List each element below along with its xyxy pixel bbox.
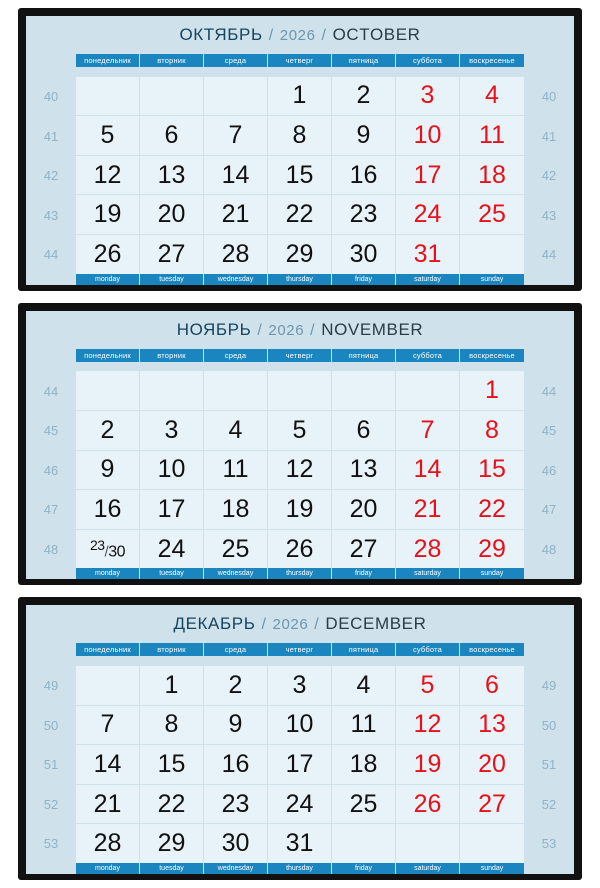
day-cell: 12 [396,706,460,746]
weekday-header-tuesday: вторник [140,643,204,656]
week-number-right: 47 [524,490,574,530]
weekday-footer-saturday: saturday [396,274,460,285]
week-number-right: 48 [524,530,574,569]
day-cell-empty [460,235,524,274]
weekday-footer-row [26,863,574,874]
day-cell: 11 [332,706,396,746]
weekday-header-sunday: воскресенье [460,643,524,656]
weekday-footer-friday: friday [332,274,396,285]
day-cell-empty [76,666,140,706]
weekday-footer-monday: monday [76,274,140,285]
day-cell: 2 [204,666,268,706]
week-number-right: 52 [524,785,574,825]
week-number-header-left [26,643,76,656]
month-name-ru: ОКТЯБРЬ [179,25,263,44]
day-cell: 17 [396,156,460,196]
month-year: 2026 [272,616,309,634]
day-cell: 6 [332,411,396,451]
weekday-header-sunday: воскресенье [460,54,524,67]
week-number-left: 42 [26,156,76,196]
day-cell: 29 [268,235,332,274]
day-cell: 5 [396,666,460,706]
day-cell-empty [140,77,204,117]
day-cell: 19 [76,195,140,235]
week-number-header-right [524,349,574,362]
weekday-header-sunday: воскресенье [460,349,524,362]
weekday-footer-pad-right [524,274,574,285]
day-cell: 9 [204,706,268,746]
day-cell: 16 [332,156,396,196]
week-number-right: 49 [524,666,574,706]
day-cell: 25 [332,785,396,825]
weekday-footer-wednesday: wednesday [204,568,268,579]
week-number-right: 43 [524,195,574,235]
month-panel [26,311,574,580]
day-cell: 1 [268,77,332,117]
day-cell: 29 [140,824,204,863]
day-cell: 24 [140,530,204,569]
week-number-right: 42 [524,156,574,196]
month-block [18,8,582,291]
weekday-header-friday: пятница [332,349,396,362]
weekday-footer-monday: monday [76,568,140,579]
month-panel [26,605,574,874]
week-number-left: 47 [26,490,76,530]
day-cell: 30 [204,824,268,863]
weekday-header-monday: понедельник [76,54,140,67]
week-number-left: 52 [26,785,76,825]
week-number-right: 40 [524,77,574,117]
weekday-footer-saturday: saturday [396,863,460,874]
day-cell: 13 [332,451,396,491]
day-cell: 25 [204,530,268,569]
weekday-footer-tuesday: tuesday [140,274,204,285]
day-cell: 21 [204,195,268,235]
title-separator: / [314,616,320,634]
weekday-footer-row [26,274,574,285]
day-cell: 26 [76,235,140,274]
day-cell: 2 [76,411,140,451]
day-cell-empty [140,371,204,411]
day-cell: 8 [460,411,524,451]
title-separator: / [310,321,316,339]
weekday-footer-friday: friday [332,568,396,579]
month-title [179,25,420,45]
day-cell-empty [204,77,268,117]
day-cell: 31 [268,824,332,863]
week-number-right: 45 [524,411,574,451]
day-cell: 14 [396,451,460,491]
day-cell: 22 [460,490,524,530]
day-cell: 17 [140,490,204,530]
day-cell: 27 [460,785,524,825]
weekday-footer-sunday: sunday [460,568,524,579]
week-number-left: 53 [26,824,76,863]
month-grid [26,349,574,569]
weekday-header-saturday: суббота [396,54,460,67]
week-number-right: 50 [524,706,574,746]
weekday-footer-sunday: sunday [460,863,524,874]
title-separator: / [268,27,274,44]
day-cell: 16 [76,490,140,530]
month-title-row [26,605,574,643]
day-cell: 29 [460,530,524,569]
day-cell: 9 [76,451,140,491]
day-cell: 18 [332,745,396,785]
week-number-left: 51 [26,745,76,785]
day-cell: 1 [140,666,204,706]
day-cell: 20 [140,195,204,235]
day-cell: 15 [460,451,524,491]
day-cell: 14 [204,156,268,196]
day-cell: 8 [268,116,332,156]
weekday-header-monday: понедельник [76,643,140,656]
week-number-left: 46 [26,451,76,491]
day-cell: 12 [268,451,332,491]
day-cell: 4 [460,77,524,117]
weekday-header-friday: пятница [332,643,396,656]
title-separator: / [261,616,267,634]
day-cell: 25 [460,195,524,235]
month-name-en: OCTOBER [332,25,421,44]
day-cell: 19 [396,745,460,785]
weekday-footer-wednesday: wednesday [204,274,268,285]
day-cell-empty [76,77,140,117]
month-grid [26,643,574,863]
week-number-header-left [26,349,76,362]
day-cell: 10 [396,116,460,156]
day-cell-empty [268,371,332,411]
day-cell: 7 [396,411,460,451]
day-cell: 3 [396,77,460,117]
day-cell: 27 [332,530,396,569]
weekday-footer-row [26,568,574,579]
weekday-header-tuesday: вторник [140,349,204,362]
day-cell-empty [204,371,268,411]
month-title [177,320,424,340]
day-cell: 28 [396,530,460,569]
weekday-header-thursday: четверг [268,349,332,362]
day-cell: 20 [332,490,396,530]
title-separator: / [321,27,327,44]
day-cell-empty [396,371,460,411]
day-cell: 18 [460,156,524,196]
week-number-right: 41 [524,116,574,156]
week-number-header-left [26,54,76,67]
week-number-left: 44 [26,235,76,274]
day-cell: 6 [460,666,524,706]
week-number-header-right [524,643,574,656]
weekday-footer-saturday: saturday [396,568,460,579]
weekday-header-monday: понедельник [76,349,140,362]
day-cell: 4 [204,411,268,451]
month-name-ru: НОЯБРЬ [176,319,252,339]
day-cell-empty [460,824,524,863]
month-panel [26,16,574,285]
weekday-footer-thursday: thursday [268,863,332,874]
month-grid [26,54,574,274]
day-cell: 4 [332,666,396,706]
weekday-footer-sunday: sunday [460,274,524,285]
day-cell: 13 [140,156,204,196]
day-cell-empty [332,371,396,411]
day-cell: 24 [396,195,460,235]
weekday-footer-pad-right [524,863,574,874]
weekday-header-thursday: четверг [268,54,332,67]
weekday-footer-monday: monday [76,863,140,874]
day-cell: 17 [268,745,332,785]
week-number-left: 43 [26,195,76,235]
day-cell: 21 [76,785,140,825]
day-cell: 7 [76,706,140,746]
week-number-left: 50 [26,706,76,746]
day-cell: 15 [140,745,204,785]
weekday-header-saturday: суббота [396,349,460,362]
day-cell: 24 [268,785,332,825]
month-name-en: DECEMBER [325,614,427,634]
month-name-en: NOVEMBER [321,319,424,339]
weekday-footer-pad-left [26,274,76,285]
day-cell: 15 [268,156,332,196]
week-number-left: 41 [26,116,76,156]
weekday-footer-wednesday: wednesday [204,863,268,874]
day-cell: 10 [140,451,204,491]
month-year: 2026 [268,321,305,339]
day-cell: 20 [460,745,524,785]
day-cell: 30 [332,235,396,274]
day-cell: 7 [204,116,268,156]
month-block [18,303,582,586]
day-cell: 16 [204,745,268,785]
weekday-footer-pad-right [524,568,574,579]
day-cell-empty [396,824,460,863]
day-cell-empty [332,824,396,863]
day-cell-empty [76,371,140,411]
day-cell: 3 [268,666,332,706]
weekday-header-saturday: суббота [396,643,460,656]
week-number-right: 44 [524,371,574,411]
day-cell: $^{23}$/30 [76,530,140,569]
day-cell: 5 [268,411,332,451]
day-cell: 26 [268,530,332,569]
week-number-right: 46 [524,451,574,491]
day-cell: 11 [460,116,524,156]
day-cell: 23 [332,195,396,235]
week-number-header-right [524,54,574,67]
title-separator: / [257,321,263,339]
week-number-left: 44 [26,371,76,411]
day-cell: 13 [460,706,524,746]
day-cell: 23 [204,785,268,825]
week-number-left: 49 [26,666,76,706]
day-cell: 28 [76,824,140,863]
weekday-header-friday: пятница [332,54,396,67]
day-cell: 18 [204,490,268,530]
day-cell: 26 [396,785,460,825]
day-cell: 11 [204,451,268,491]
day-cell: 6 [140,116,204,156]
weekday-footer-tuesday: tuesday [140,568,204,579]
day-cell: 9 [332,116,396,156]
day-cell: 3 [140,411,204,451]
weekday-footer-thursday: thursday [268,274,332,285]
month-title [174,614,427,634]
day-cell: 31 [396,235,460,274]
weekday-footer-pad-left [26,863,76,874]
day-cell: 10 [268,706,332,746]
weekday-header-wednesday: среда [204,349,268,362]
day-cell: 27 [140,235,204,274]
month-title-row [26,16,574,54]
day-cell: 1 [460,371,524,411]
day-cell: 5 [76,116,140,156]
weekday-header-thursday: четверг [268,643,332,656]
day-cell: 19 [268,490,332,530]
week-number-left: 48 [26,530,76,569]
weekday-footer-friday: friday [332,863,396,874]
day-cell: 22 [268,195,332,235]
day-cell: 14 [76,745,140,785]
week-number-left: 45 [26,411,76,451]
month-year: 2026 [279,27,316,44]
day-cell: 2 [332,77,396,117]
day-cell: 12 [76,156,140,196]
week-number-right: 51 [524,745,574,785]
weekday-footer-pad-left [26,568,76,579]
month-title-row [26,311,574,349]
day-cell: 8 [140,706,204,746]
day-cell: 22 [140,785,204,825]
weekday-header-wednesday: среда [204,54,268,67]
weekday-footer-tuesday: tuesday [140,863,204,874]
weekday-header-wednesday: среда [204,643,268,656]
month-name-ru: ДЕКАБРЬ [173,614,256,634]
week-number-left: 40 [26,77,76,117]
week-number-right: 53 [524,824,574,863]
weekday-header-tuesday: вторник [140,54,204,67]
day-cell: 28 [204,235,268,274]
weekday-footer-thursday: thursday [268,568,332,579]
day-cell: 21 [396,490,460,530]
month-block [18,597,582,880]
week-number-right: 44 [524,235,574,274]
